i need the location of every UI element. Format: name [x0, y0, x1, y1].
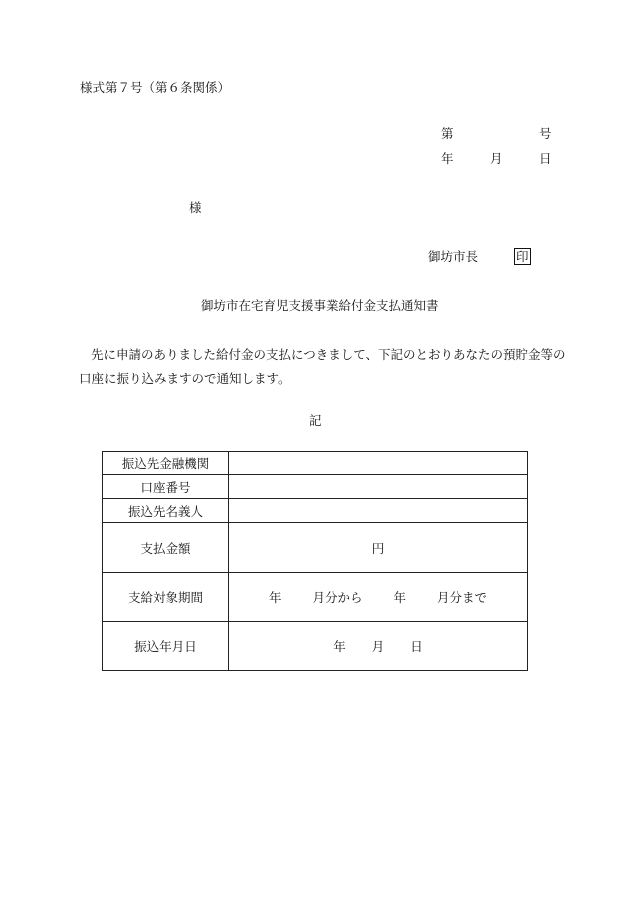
bank-label: 振込先金融機関 — [103, 452, 229, 475]
document-title: 御坊市在宅育児支援事業給付金支払通知書 — [201, 298, 439, 313]
account-label: 口座番号 — [103, 475, 229, 499]
row-amount — [103, 523, 528, 573]
doc-number-prefix: 第 — [441, 126, 454, 141]
issuer-name: 御坊市長 — [428, 249, 479, 264]
holder-label: 振込先名義人 — [103, 499, 229, 523]
amount-label: 支払金額 — [103, 523, 229, 573]
transfer-year: 年 — [333, 639, 346, 654]
seal-mark: 印 — [516, 249, 529, 264]
account-value — [229, 475, 528, 499]
ki-label: 記 — [309, 413, 322, 428]
transfer-label: 振込年月日 — [103, 622, 229, 671]
bank-value — [229, 452, 528, 475]
issuer-block — [428, 248, 531, 265]
body-line-2: 口座に振り込みますので通知します。 — [79, 371, 291, 386]
form-number: 様式第７号（第６条関係） — [80, 80, 231, 95]
amount-value — [229, 523, 528, 573]
row-period — [103, 573, 528, 622]
holder-value — [229, 499, 528, 523]
transfer-day: 日 — [410, 639, 423, 654]
row-account — [103, 475, 528, 499]
date-year: 年 — [441, 151, 454, 166]
date-day: 日 — [539, 151, 552, 166]
transfer-month: 月 — [371, 639, 385, 654]
doc-number-suffix: 号 — [539, 126, 552, 141]
body-line-1: 先に申請のありました給付金の支払につきまして、下記のとおりあなたの預貯金等の — [91, 347, 566, 362]
recipient-suffix: 様 — [189, 200, 202, 215]
row-bank — [103, 452, 528, 475]
payment-info-table — [102, 451, 528, 671]
period-to-month: 月分まで — [437, 590, 488, 605]
row-transfer-date — [103, 622, 528, 671]
date-month: 月 — [490, 151, 503, 166]
amount-unit: 円 — [371, 540, 385, 556]
period-label: 支給対象期間 — [103, 573, 229, 622]
period-from-month: 月分から — [312, 590, 363, 605]
period-to-year: 年 — [393, 590, 407, 605]
row-holder — [103, 499, 528, 523]
transfer-value — [229, 622, 528, 671]
period-from-year: 年 — [268, 590, 282, 605]
period-value — [229, 573, 528, 622]
